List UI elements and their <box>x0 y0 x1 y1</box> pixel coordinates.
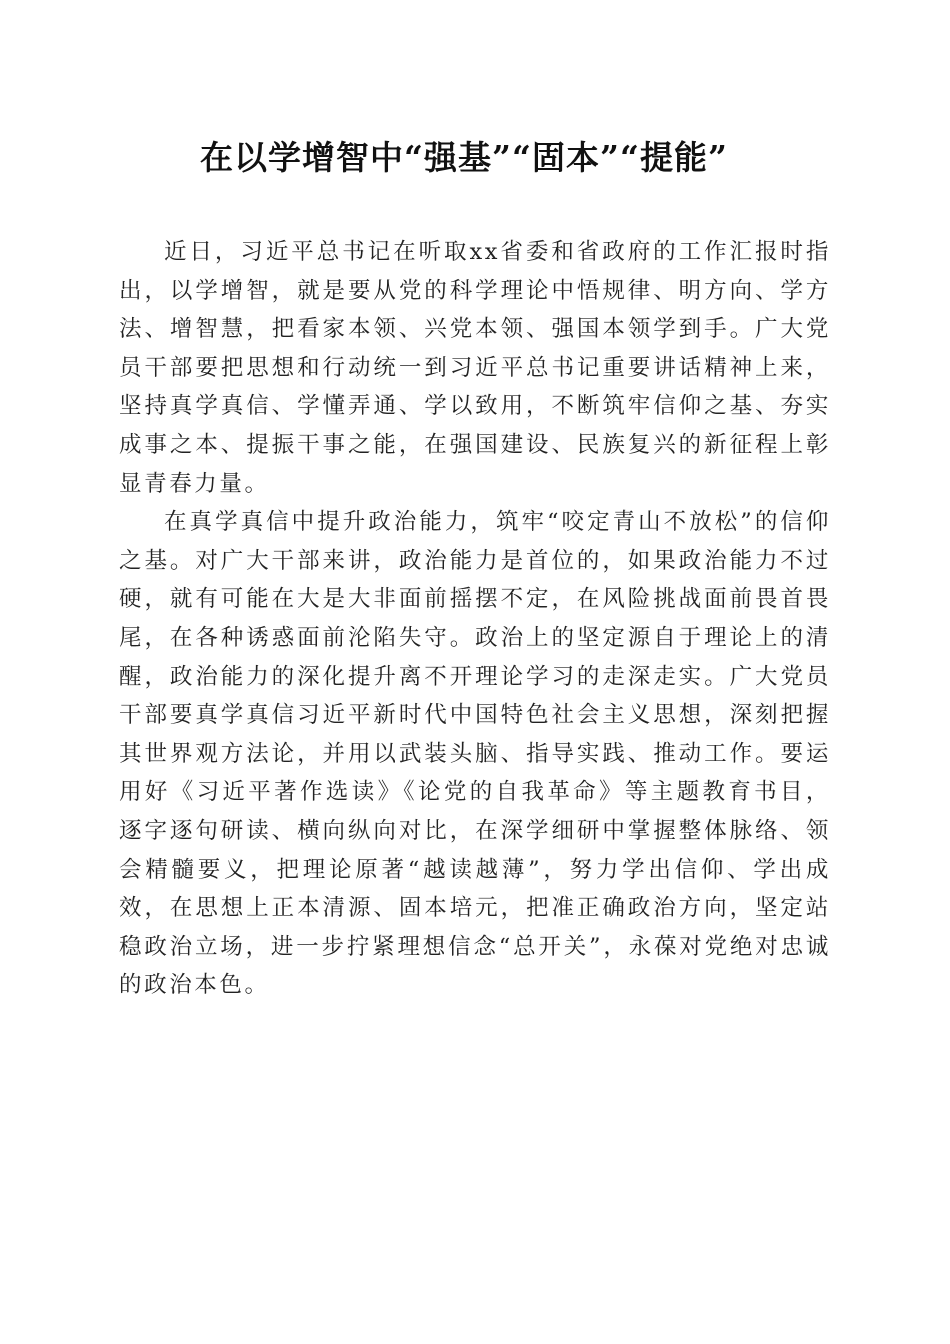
paragraph: 在真学真信中提升政治能力，筑牢“咬定青山不放松”的信仰之基。对广大干部来讲，政治能力是首位的，如果政治能力不过硬，就有可能在大是大非面前摇摆不定，在风险挑战面前畏首畏尾，在各种诱惑面前沦陷失守。政治上的坚定源自于理论上的清醒，政治能力的深化提升离不开理论学习的走深走实。广大党员干部要真学真信习近平新时代中国特色社会主义思想，深刻把握其世界观方法论，并用以武装头脑、指导实践、推动工作。要运用好《习近平著作选读》《论党的自我革命》等主题教育书目，逐字逐句研读、横向纵向对比，在深学细研中掌握整体脉络、领会精髓要义，把理论原著“越读越薄”，努力学出信仰、学出成效，在思想上正本清源、固本培元，把准正确政治方向，坚定站稳政治立场，进一步拧紧理想信念“总开关”，永葆对党绝对忠诚的政治本色。 <box>119 509 831 999</box>
document-title: 在以学增智中“强基”“固本”“提能” <box>200 138 728 177</box>
paragraph: 近日，习近平总书记在听取xx省委和省政府的工作汇报时指出，以学增智，就是要从党的科学理论中悟规律、明方向、学方法、增智慧，把看家本领、兴党本领、强国本领学到手。广大党员干部要把思想和行动统一到习近平总书记重要讲话精神上来，坚持真学真信、学懂弄通、学以致用，不断筑牢信仰之基、夯实成事之本、提振干事之能，在强国建设、民族复兴的新征程上彰显青春力量。 <box>119 239 831 497</box>
document-body <box>119 233 831 1005</box>
